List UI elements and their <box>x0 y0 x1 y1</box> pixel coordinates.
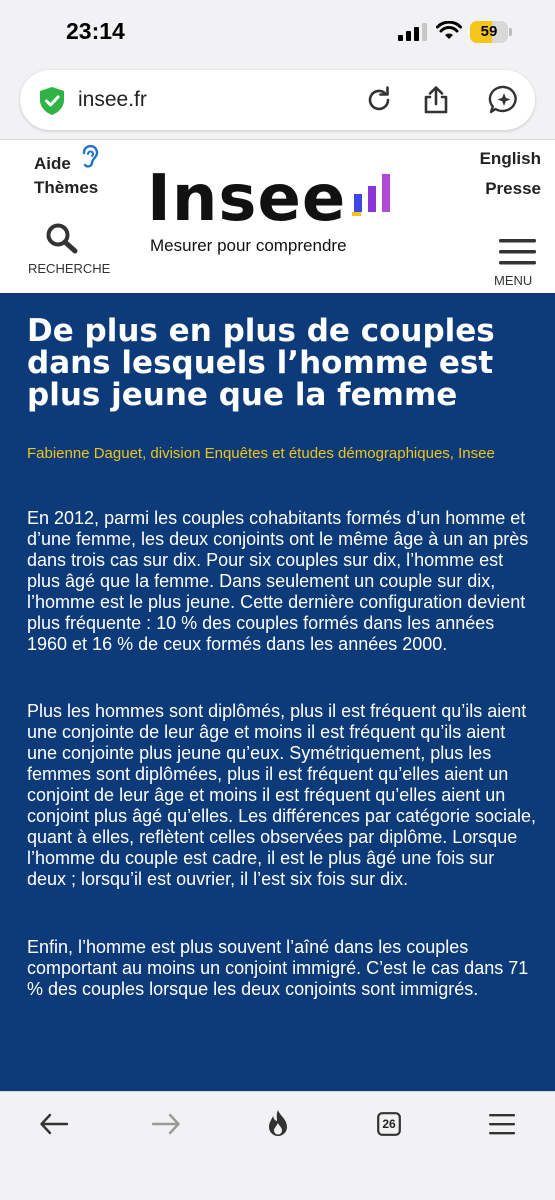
tab-count: 26 <box>382 1117 396 1131</box>
tabs-button[interactable] <box>377 1112 401 1136</box>
article-paragraph: Enfin, l’homme est plus souvent l’aîné dans les couples comportant au moins un conjoint immigré. C’est le cas dans 71 % des couples lorsque les deux conjoints sont immigrés. <box>27 937 529 999</box>
status-bar <box>0 0 555 64</box>
search-label[interactable]: RECHERCHE <box>28 261 111 276</box>
ear-icon[interactable] <box>80 144 100 170</box>
themes-link[interactable]: Thèmes <box>34 178 99 197</box>
search-icon[interactable] <box>45 222 79 254</box>
insee-logo[interactable]: Insee <box>147 162 347 236</box>
address-bar[interactable] <box>20 70 535 130</box>
aide-link[interactable]: Aide <box>34 154 71 173</box>
article-author: Fabienne Daguet, division Enquêtes et études démographiques, Insee <box>27 445 495 462</box>
battery-level: 59 <box>480 23 498 40</box>
logo-tagline: Mesurer pour comprendre <box>150 236 347 255</box>
presse-link[interactable]: Presse <box>485 179 541 198</box>
browser-toolbar <box>0 1091 555 1200</box>
logo-bars-icon <box>352 172 394 216</box>
battery-indicator <box>470 21 512 43</box>
wifi-icon <box>436 21 462 41</box>
menu-label[interactable]: MENU <box>494 273 533 288</box>
battery-tip <box>509 28 512 36</box>
site-header <box>0 140 555 293</box>
shield-icon <box>37 86 67 116</box>
browser-address-area <box>0 64 555 140</box>
forward-arrow-icon[interactable] <box>150 1108 182 1140</box>
cellular-signal-icon <box>398 23 428 41</box>
article-paragraph: En 2012, parmi les couples cohabitants formés d’un homme et d’une femme, les deux conjoints ont le même âge à un an près dans trois cas sur dix. Pour six couples sur dix, l’homme est plus âgé que la femme. Dans seulement un couple sur dix, l’homme est le plus jeune. Cette dernière configuration devient plus fréquente : 10 % des couples formés dans les années 1960 et 16 % de ceux formés dans les années 2000. <box>27 508 529 654</box>
article-paragraph: Plus les hommes sont diplômés, plus il est fréquent qu’ils aient une conjointe de leur âge et moins il est fréquent qu’ils aient une conjointe plus jeune qu’eux. Symétriquement, plus les femmes sont diplômées, plus il est fréquent qu’elles aient un conjoint de leur âge et moins il est fréquent qu’elles aient un conjoint plus âgé qu’elles. Les différences par catégorie sociale, quant à elles, reflètent celles observées par diplôme. Lorsque l’homme du couple est cadre, il est le plus âgé une fois sur deux ; lorsqu’il est ouvrier, il l’est six fois sur dix. <box>27 701 536 889</box>
status-time: 23:14 <box>66 18 125 44</box>
ai-assistant-icon[interactable] <box>488 84 520 116</box>
hamburger-menu-icon[interactable] <box>499 239 536 265</box>
hamburger-icon[interactable] <box>486 1108 518 1140</box>
article-title: De plus en plus de couples dans lesquels l’homme est plus jeune que la femme <box>27 313 495 413</box>
share-icon[interactable] <box>420 84 452 116</box>
english-link[interactable]: English <box>479 149 541 168</box>
article-section <box>0 293 555 1091</box>
url-text[interactable]: insee.fr <box>78 88 147 111</box>
flame-icon[interactable] <box>262 1108 294 1140</box>
reload-icon[interactable] <box>363 84 395 116</box>
back-arrow-icon[interactable] <box>38 1108 70 1140</box>
